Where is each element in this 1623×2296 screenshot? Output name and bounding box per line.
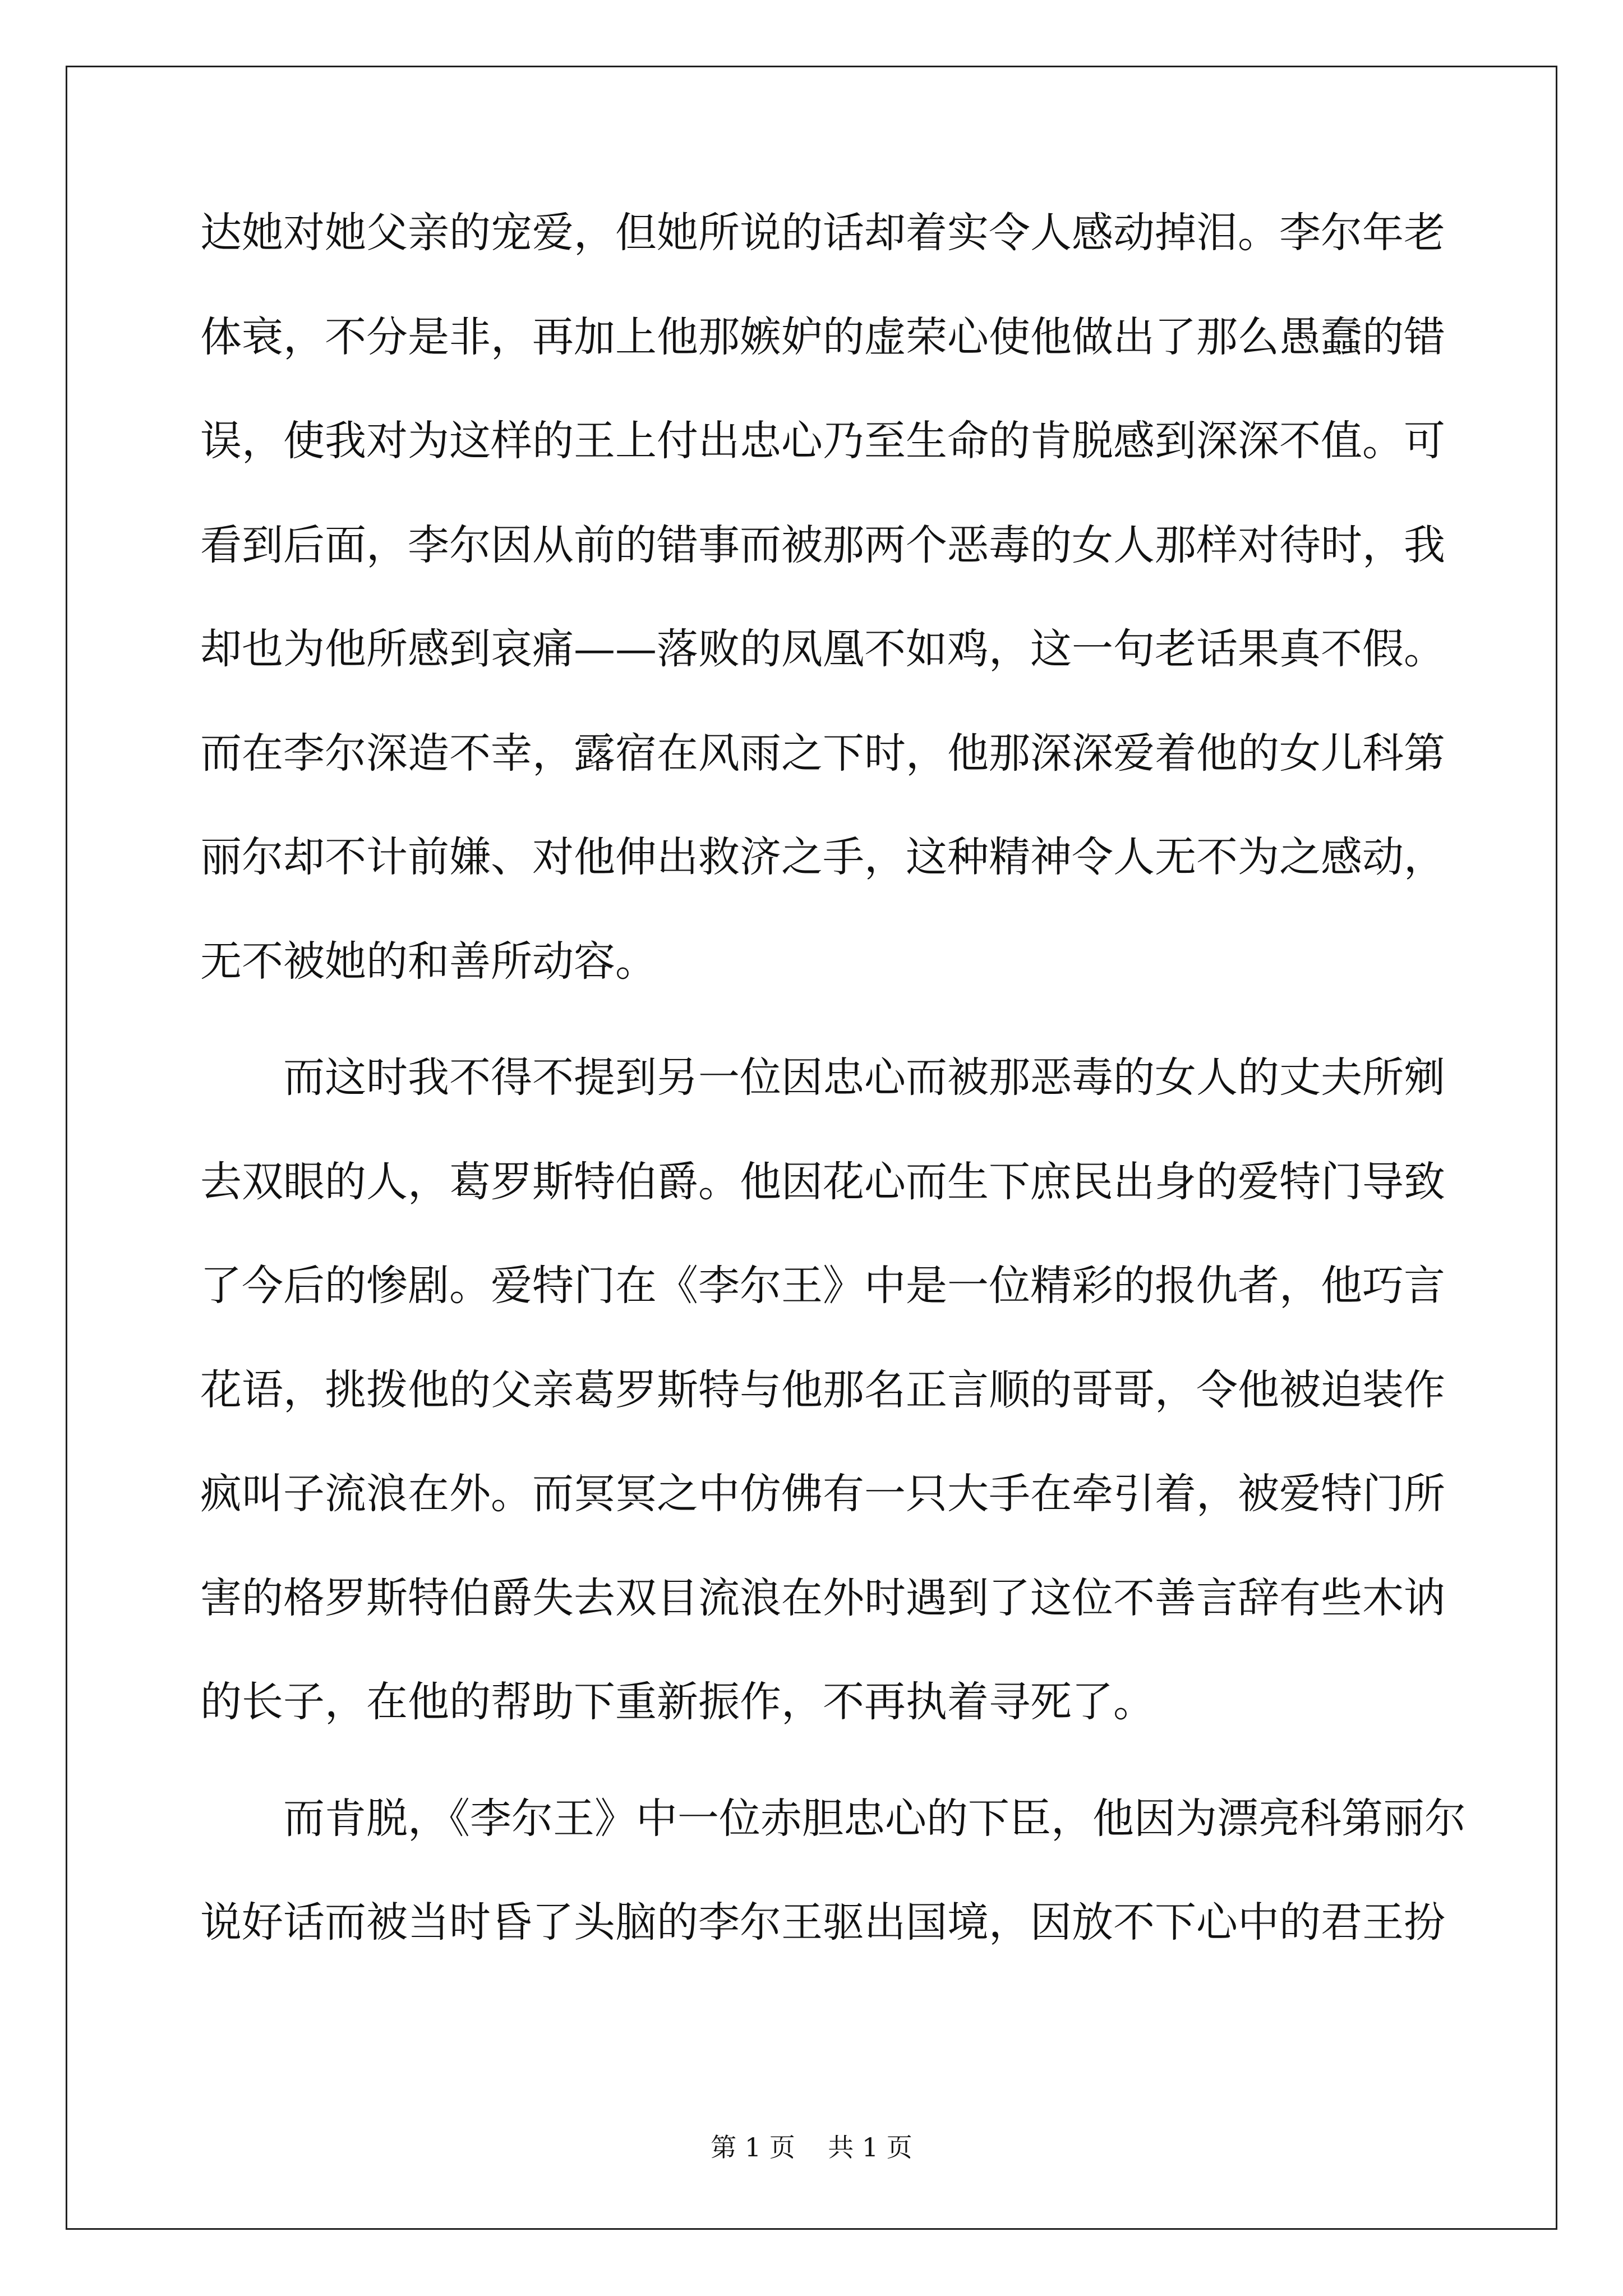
page-total: 共 1 页	[828, 2132, 912, 2162]
text-line: 而在李尔深造不幸，露宿在风雨之下时，他那深深爱着他的女儿科第	[200, 729, 1445, 777]
paragraph	[200, 209, 1445, 1045]
text-line: 花语，挑拨他的父亲葛罗斯特与他那名正言顺的哥哥，令他被迫装作	[200, 1365, 1445, 1414]
text-line: 看到后面，李尔因从前的错事而被那两个恶毒的女人那样对待时，我	[200, 521, 1445, 569]
text-line: 疯叫子流浪在外。而冥冥之中仿佛有一只大手在牵引着，被爱特门所	[200, 1470, 1445, 1518]
text-line: 了今后的惨剧。爱特门在《李尔王》中是一位精彩的报仇者，他巧言	[200, 1262, 1445, 1310]
text-line: 去双眼的人，葛罗斯特伯爵。他因花心而生下庶民出身的爱特门导致	[200, 1157, 1445, 1206]
text-line: 却也为他所感到哀痛——落败的凤凰不如鸡，这一句老话果真不假。	[200, 625, 1445, 673]
page-footer	[0, 2134, 1623, 2160]
paragraph	[200, 1794, 1466, 2006]
text-line: 害的格罗斯特伯爵失去双目流浪在外时遇到了这位不善言辞有些木讷	[200, 1573, 1445, 1622]
footer-separator	[795, 2132, 828, 2162]
document-body	[200, 209, 1466, 2006]
text-line: 体衰，不分是非，再加上他那嫉妒的虚荣心使他做出了那么愚蠢的错	[200, 312, 1445, 361]
text-line: 而这时我不得不提到另一位因忠心而被那恶毒的女人的丈夫所剜	[283, 1053, 1445, 1102]
text-line: 说好话而被当时昏了头脑的李尔王驱出国境，因放不下心中的君王扮	[200, 1898, 1445, 1947]
text-line: 达她对她父亲的宠爱，但她所说的话却着实令人感动掉泪。李尔年老	[200, 209, 1445, 257]
page-number: 第 1 页	[711, 2132, 795, 2162]
text-line: 误，使我对为这样的王上付出忠心乃至生命的肯脱感到深深不值。可	[200, 417, 1445, 465]
text-line: 丽尔却不计前嫌、对他伸出救济之手，这种精神令人无不为之感动，	[200, 833, 1445, 881]
paragraph	[200, 1053, 1445, 1786]
text-line: 而肯脱，《李尔王》中一位赤胆忠心的下臣，他因为漂亮科第丽尔	[283, 1794, 1466, 1843]
text-line: 无不被她的和善所动容。	[200, 937, 657, 986]
text-line: 的长子，在他的帮助下重新振作，不再执着寻死了。	[200, 1678, 1155, 1726]
